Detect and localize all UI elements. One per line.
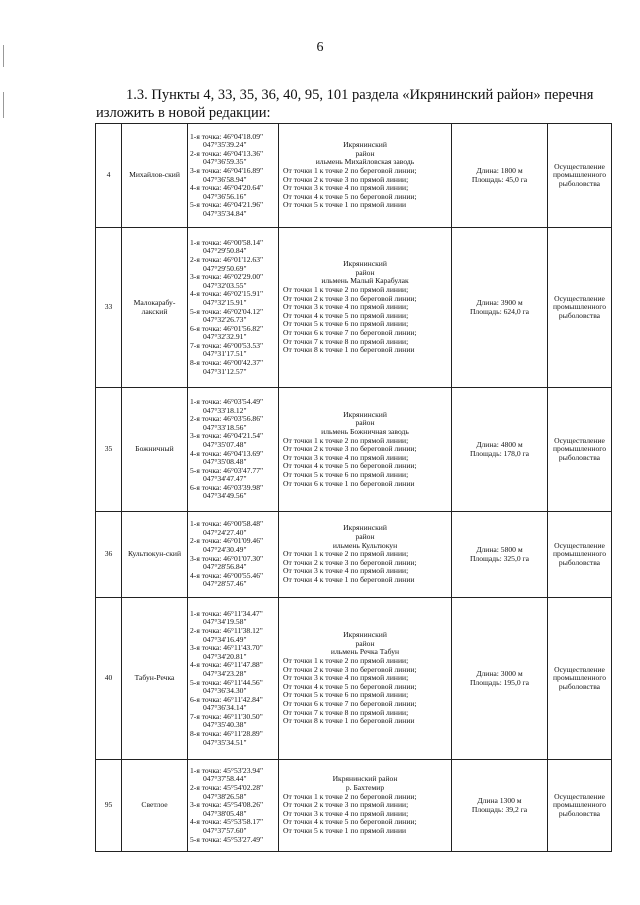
boundary-segment: От точки 2 к точке 3 по прямой линии; (283, 800, 409, 810)
fishing-sites-table (95, 123, 612, 852)
boundary-segment: От точки 4 к точке 1 по береговой линии (283, 574, 415, 584)
coordinate-line: 047°36'34.14" (203, 703, 247, 713)
coordinates-cell (188, 760, 279, 852)
coordinate-line: 047°36'34.30" (203, 686, 247, 696)
coordinate-line: 5-я точка: 45°53'27.49" (190, 834, 264, 844)
coordinate-line: 047°32'32.91" (203, 332, 247, 342)
purpose-cell: Осуществление промышленного рыболовства (548, 760, 612, 852)
location-line: р. Бахтемир (345, 783, 385, 793)
boundary-segment: От точки 3 к точке 4 по прямой линии; (283, 183, 409, 193)
site-number: 35 (96, 388, 122, 512)
size-cell (452, 124, 548, 228)
coordinate-line: 2-я точка: 46°03'56.86" (190, 414, 264, 424)
coordinate-line: 047°36'56.16" (203, 191, 247, 201)
coordinate-line: 047°31'12.57" (203, 366, 247, 376)
area-value: Площадь: 195,0 га (469, 677, 530, 687)
coordinate-line: 047°36'58.94" (203, 174, 247, 184)
boundary-segment: От точки 5 к точке 1 по прямой линии (283, 200, 407, 210)
boundary-segment: От точки 1 к точке 2 по прямой линии; (283, 656, 409, 666)
boundary-segment: От точки 4 к точке 5 по прямой линии; (283, 310, 409, 320)
length-value: Длина 1300 м (477, 795, 522, 805)
location-line: Икрянинский (343, 630, 387, 640)
boundary-segment: От точки 2 к точке 3 по береговой линии; (283, 664, 417, 674)
boundary-segment: От точки 6 к точке 7 по береговой линии; (283, 327, 417, 337)
boundary-segment: От точки 2 к точке 3 по береговой линии; (283, 293, 417, 303)
coordinate-line: 047°34'16.49" (203, 634, 247, 644)
boundary-segment: От точки 5 к точке 1 по прямой линии (283, 825, 407, 835)
coordinate-line: 1-я точка: 46°11'34.47" (190, 608, 263, 618)
coordinate-line: 047°24'30.49" (203, 544, 247, 554)
table-row (96, 388, 612, 512)
section-heading (96, 86, 616, 122)
boundary-description-cell (279, 512, 452, 598)
coordinate-line: 047°31'17.51" (203, 349, 247, 359)
scan-edge-mark (3, 92, 4, 118)
location-line: ильмень Культюкун (332, 540, 398, 550)
boundary-segment: От точки 3 к точке 4 по прямой линии; (283, 673, 409, 683)
site-number: 36 (96, 512, 122, 598)
coordinate-line: 3-я точка: 46°11'43.70" (190, 643, 263, 653)
site-number: 40 (96, 598, 122, 760)
purpose-cell: Осуществление промышленного рыболовства (548, 228, 612, 388)
coordinate-line: 3-я точка: 46°02'29.00" (190, 272, 264, 282)
coordinates-cell (188, 228, 279, 388)
coordinate-line: 047°35'34.51" (203, 737, 247, 747)
coordinate-line: 5-я точка: 46°03'47.77" (190, 465, 264, 475)
coordinates-cell (188, 512, 279, 598)
coordinate-line: 3-я точка: 46°04'21.54" (190, 431, 264, 441)
boundary-segment: От точки 6 к точке 1 по береговой линии (283, 478, 415, 488)
boundary-segment: От точки 3 к точке 4 по прямой линии; (283, 452, 409, 462)
purpose-cell: Осуществление промышленного рыболовства (548, 512, 612, 598)
area-value: Площадь: 39,2 га (471, 804, 528, 814)
coordinate-line: 047°33'18.12" (203, 405, 247, 415)
location-line: ильмень Михайловская заводь (315, 157, 415, 167)
boundary-segment: От точки 1 к точке 2 по прямой линии; (283, 285, 409, 295)
coordinate-line: 047°28'56.84" (203, 562, 247, 572)
length-value: Длина: 1800 м (476, 165, 523, 175)
coordinate-line: 8-я точка: 46°00'42.37" (190, 358, 264, 368)
coordinates-cell (188, 388, 279, 512)
coordinate-line: 047°38'26.58" (203, 791, 247, 801)
coordinate-line: 047°24'27.40" (203, 527, 247, 537)
location-line: район (355, 532, 375, 542)
coordinate-line: 5-я точка: 46°02'04.12" (190, 306, 264, 316)
coordinate-line: 047°37'57.60" (203, 825, 247, 835)
coordinate-line: 047°35'40.38" (203, 720, 247, 730)
boundary-segment: От точки 1 к точке 2 по береговой линии; (283, 791, 417, 801)
location-line: район (355, 418, 375, 428)
coordinate-line: 047°37'58.44" (203, 774, 247, 784)
table-row (96, 760, 612, 852)
boundary-segment: От точки 4 к точке 5 по береговой линии; (283, 191, 417, 201)
size-cell (452, 388, 548, 512)
coordinate-line: 6-я точка: 46°11'42.84" (190, 694, 263, 704)
coordinate-line: 047°35'07.48" (203, 439, 247, 449)
coordinate-line: 6-я точка: 46°03'39.98" (190, 482, 264, 492)
boundary-segment: От точки 3 к точке 4 по прямой линии; (283, 302, 409, 312)
coordinate-line: 2-я точка: 46°01'09.46" (190, 536, 264, 546)
boundary-segment: От точки 1 к точке 2 по береговой линии; (283, 165, 417, 175)
coordinate-line: 047°32'26.73" (203, 315, 247, 325)
length-value: Длина: 3000 м (476, 668, 523, 678)
coordinate-line: 047°36'59.35" (203, 157, 247, 167)
table-row (96, 228, 612, 388)
size-cell (452, 228, 548, 388)
coordinate-line: 7-я точка: 46°11'30.50" (190, 711, 263, 721)
boundary-segment: От точки 5 к точке 6 по прямой линии; (283, 469, 409, 479)
coordinate-line: 047°33'18.56" (203, 422, 247, 432)
location-line: Икрянинский район (332, 774, 398, 784)
boundary-segment: От точки 2 к точке 3 по береговой линии; (283, 444, 417, 454)
coordinate-line: 1-я точка: 46°00'58.14" (190, 237, 264, 247)
coordinate-line: 047°35'08.48" (203, 457, 247, 467)
size-cell (452, 512, 548, 598)
coordinate-line: 4-я точка: 46°11'47.88" (190, 660, 263, 670)
boundary-description-cell (279, 124, 452, 228)
area-value: Площадь: 45,0 га (471, 174, 528, 184)
coordinate-line: 047°35'34.84" (203, 208, 247, 218)
size-cell (452, 598, 548, 760)
coordinate-line: 5-я точка: 46°11'44.56" (190, 677, 263, 687)
table-row (96, 124, 612, 228)
coordinate-line: 047°34'47.47" (203, 474, 247, 484)
coordinate-line: 4-я точка: 46°04'20.64" (190, 183, 264, 193)
coordinate-line: 4-я точка: 45°53'58.17" (190, 817, 264, 827)
coordinate-line: 4-я точка: 46°00'55.46" (190, 570, 264, 580)
location-line: район (355, 638, 375, 648)
location-line: район (355, 267, 375, 277)
site-name: Малокарабу-лакский (122, 228, 188, 388)
boundary-segment: От точки 3 к точке 4 по прямой линии; (283, 566, 409, 576)
boundary-segment: От точки 2 к точке 3 по прямой линии; (283, 174, 409, 184)
site-name: Культюкун-ский (122, 512, 188, 598)
page-number: 6 (316, 40, 324, 55)
coordinate-line: 2-я точка: 46°04'13.36" (190, 148, 264, 158)
coordinate-line: 2-я точка: 46°01'12.63" (190, 254, 264, 264)
location-line: Икрянинский (343, 409, 387, 419)
purpose-cell: Осуществление промышленного рыболовства (548, 124, 612, 228)
boundary-segment: От точки 4 к точке 5 по береговой линии; (283, 817, 417, 827)
location-line: Икрянинский (343, 523, 387, 533)
coordinate-line: 7-я точка: 46°00'53.53" (190, 340, 264, 350)
coordinate-line: 1-я точка: 46°04'18.09" (190, 131, 264, 141)
coordinate-line: 047°34'20.81" (203, 651, 247, 661)
boundary-segment: От точки 5 к точке 6 по прямой линии; (283, 690, 409, 700)
boundary-segment: От точки 2 к точке 3 по береговой линии; (283, 557, 417, 567)
location-line: ильмень Божничная заводь (321, 427, 409, 437)
coordinate-line: 1-я точка: 45°53'23.94" (190, 765, 264, 775)
table-row (96, 512, 612, 598)
coordinate-line: 3-я точка: 46°04'16.89" (190, 165, 264, 175)
coordinate-line: 047°29'50.84" (203, 246, 247, 256)
site-number: 4 (96, 124, 122, 228)
coordinate-line: 047°32'03.55" (203, 280, 247, 290)
boundary-segment: От точки 4 к точке 5 по береговой линии; (283, 461, 417, 471)
location-line: район (355, 148, 375, 158)
coordinate-line: 047°28'57.46" (203, 579, 247, 589)
coordinate-line: 047°38'05.48" (203, 808, 247, 818)
boundary-segment: От точки 6 к точке 7 по береговой линии; (283, 698, 417, 708)
coordinate-line: 047°34'19.58" (203, 617, 247, 627)
location-line: Икрянинский (343, 140, 387, 150)
location-line: ильмень Речка Табун (330, 647, 400, 657)
area-value: Площадь: 325,0 га (469, 553, 530, 563)
site-number: 33 (96, 228, 122, 388)
boundary-segment: От точки 5 к точке 6 по прямой линии; (283, 319, 409, 329)
boundary-description-cell (279, 388, 452, 512)
coordinate-line: 2-я точка: 45°54'02.28" (190, 783, 264, 793)
coordinate-line: 2-я точка: 46°11'38.12" (190, 625, 263, 635)
site-name: Божничный (122, 388, 188, 512)
boundary-segment: От точки 1 к точке 2 по прямой линии; (283, 549, 409, 559)
coordinate-line: 1-я точка: 46°00'58.48" (190, 519, 264, 529)
coordinate-line: 3-я точка: 46°01'07.30" (190, 553, 264, 563)
location-line: Икрянинский (343, 259, 387, 269)
boundary-segment: От точки 8 к точке 1 по береговой линии (283, 716, 415, 726)
boundary-description-cell (279, 760, 452, 852)
coordinate-line: 8-я точка: 46°11'28.89" (190, 729, 263, 739)
coordinates-cell (188, 124, 279, 228)
coordinate-line: 5-я точка: 46°04'21.96" (190, 200, 264, 210)
boundary-segment: От точки 4 к точке 5 по береговой линии; (283, 681, 417, 691)
boundary-segment: От точки 8 к точке 1 по береговой линии (283, 345, 415, 355)
site-name: Светлое (122, 760, 188, 852)
coordinate-line: 047°32'15.91" (203, 297, 247, 307)
area-value: Площадь: 178,0 га (469, 448, 530, 458)
table-row (96, 598, 612, 760)
size-cell (452, 760, 548, 852)
location-line: ильмень Малый Карабулак (321, 276, 409, 286)
coordinate-line: 047°34'23.28" (203, 668, 247, 678)
boundary-segment: От точки 7 к точке 8 по прямой линии; (283, 707, 409, 717)
site-name: Табун-Речка (122, 598, 188, 760)
coordinate-line: 1-я точка: 46°03'54.49" (190, 396, 264, 406)
heading-line-2: изложить в новой редакции: (96, 105, 271, 121)
coordinate-line: 4-я точка: 46°02'15.91" (190, 289, 264, 299)
purpose-cell: Осуществление промышленного рыболовства (548, 388, 612, 512)
length-value: Длина: 4800 м (476, 439, 523, 449)
coordinate-line: 047°34'49.56" (203, 491, 247, 501)
coordinate-line: 6-я точка: 46°01'56.82" (190, 323, 264, 333)
heading-line-1: 1.3. Пункты 4, 33, 35, 36, 40, 95, 101 раздела «Икрянинский район» перечня (126, 87, 594, 103)
area-value: Площадь: 624,0 га (469, 306, 530, 316)
boundary-description-cell (279, 228, 452, 388)
length-value: Длина: 5800 м (476, 544, 523, 554)
coordinates-cell (188, 598, 279, 760)
length-value: Длина: 3900 м (476, 297, 523, 307)
table-body (96, 124, 612, 852)
coordinate-line: 4-я точка: 46°04'13.69" (190, 448, 264, 458)
coordinate-line: 3-я точка: 45°54'08.26" (190, 800, 264, 810)
boundary-description-cell (279, 598, 452, 760)
boundary-segment: От точки 1 к точке 2 по прямой линии; (283, 435, 409, 445)
site-name: Михайлов-ский (122, 124, 188, 228)
purpose-cell: Осуществление промышленного рыболовства (548, 598, 612, 760)
boundary-segment: От точки 7 к точке 8 по прямой линии; (283, 336, 409, 346)
coordinate-line: 047°35'39.24" (203, 140, 247, 150)
coordinate-line: 047°29'50.69" (203, 263, 247, 273)
site-number: 95 (96, 760, 122, 852)
boundary-segment: От точки 3 к точке 4 по прямой линии; (283, 808, 409, 818)
